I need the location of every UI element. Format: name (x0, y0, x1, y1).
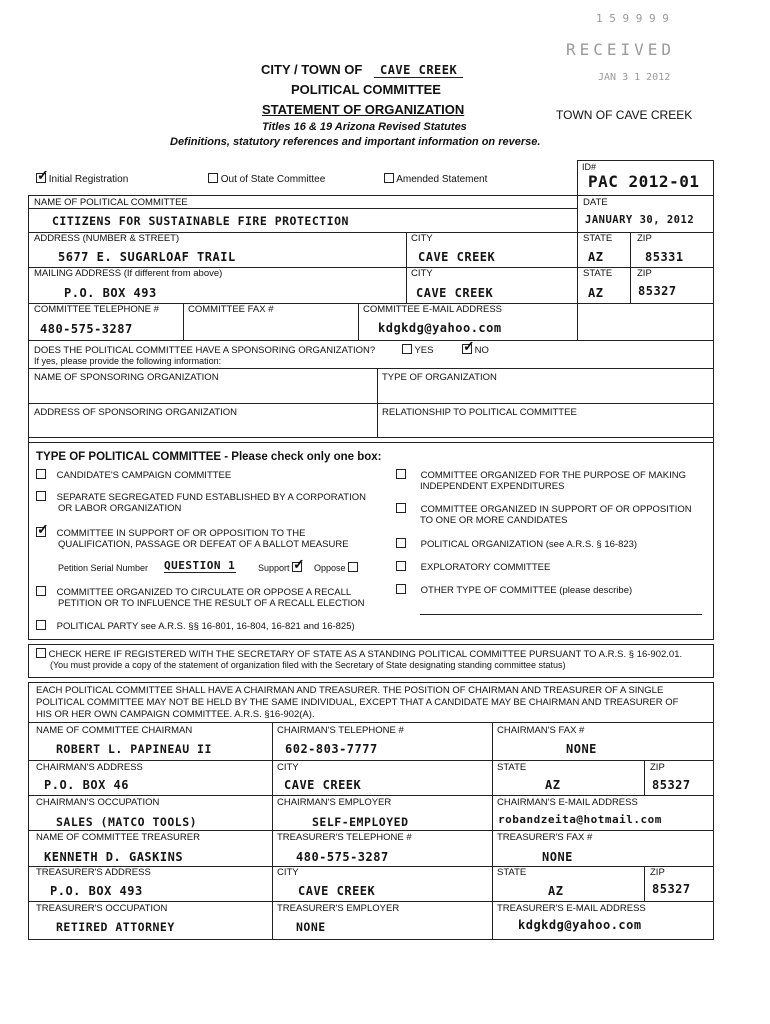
header-line2: POLITICAL COMMITTEE (291, 82, 441, 97)
oppose-checkbox[interactable] (348, 562, 358, 572)
received-stamp: RECEIVED (566, 40, 676, 59)
type-political-party-label: POLITICAL PARTY see A.R.S. §§ 16-801, 16-804, 16-821 and 16-825) (56, 621, 355, 632)
standing-label: CHECK HERE IF REGISTERED WITH THE SECRETARY OF STATE AS A STANDING POLITICAL COMMITTEE PURSUANT TO A.R.S. § 16-902.01. (48, 649, 683, 660)
chairman-address-label: CHAIRMAN'S ADDRESS (36, 762, 143, 773)
treasurer-phone-label: TREASURER'S TELEPHONE # (277, 832, 412, 843)
chairman-fax-value: NONE (566, 742, 597, 756)
type-other-option[interactable] (396, 584, 632, 596)
standing-option[interactable] (36, 648, 682, 660)
standing-checkbox[interactable] (36, 648, 46, 658)
mailing-zip-value: 85327 (638, 284, 677, 298)
notice-line3: HIS OR HER OWN CAMPAIGN COMMITTEE. A.R.S. §16-902(A). (36, 709, 315, 720)
committee-phone-label: COMMITTEE TELEPHONE # (34, 304, 159, 315)
chairman-address-value: P.O. BOX 46 (44, 778, 129, 792)
treasurer-address-label: TREASURER'S ADDRESS (36, 867, 151, 878)
mailing-city-value: CAVE CREEK (416, 286, 494, 300)
support-option[interactable] (258, 562, 302, 573)
amended-statement-checkbox[interactable] (384, 173, 394, 183)
type-segregated-fund-checkbox[interactable] (36, 491, 46, 501)
treasurer-zip-value: 85327 (652, 882, 691, 896)
support-checkbox[interactable] (292, 562, 302, 572)
type-political-party-checkbox[interactable] (36, 620, 46, 630)
chairman-email-label: CHAIRMAN'S E-MAIL ADDRESS (497, 797, 638, 808)
treasurer-employer-label: TREASURER'S EMPLOYER (277, 903, 400, 914)
committee-email-label: COMMITTEE E-MAIL ADDRESS (363, 304, 502, 315)
type-segregated-fund-label-2: OR LABOR ORGANIZATION (58, 503, 182, 514)
chairman-zip-label: ZIP (650, 762, 665, 773)
treasurer-phone-value: 480-575-3287 (296, 850, 389, 864)
mailing-zip-label: ZIP (637, 268, 652, 279)
chairman-occupation-label: CHAIRMAN'S OCCUPATION (36, 797, 160, 808)
type-political-party-option[interactable] (36, 620, 355, 632)
type-candidates-option[interactable] (396, 503, 692, 515)
mailing-address-value: P.O. BOX 493 (64, 286, 157, 300)
mailing-state-label: STATE (583, 268, 613, 279)
mailing-city-label: CITY (411, 268, 433, 279)
address-label: ADDRESS (NUMBER & STREET) (34, 233, 180, 244)
notice-line1: EACH POLITICAL COMMITTEE SHALL HAVE A CHAIRMAN AND TREASURER. THE POSITION OF CHAIRMAN AND TREASURER OF A SINGLE (36, 685, 664, 696)
page-title: STATEMENT OF ORGANIZATION (262, 102, 465, 117)
type-political-org-option[interactable] (396, 538, 637, 550)
committee-email-value: kdgkdg@yahoo.com (378, 321, 502, 335)
treasurer-city-value: CAVE CREEK (298, 884, 376, 898)
chairman-state-value: AZ (545, 778, 561, 792)
notice-line2: POLITICAL COMMITTEE MAY NOT BE HELD BY THE SAME INDIVIDUAL, EXCEPT THAT A CANDIDATE MAY BE CHAIRMAN AND TREASURER OF (36, 697, 679, 708)
chairman-employer-value: SELF-EMPLOYED (312, 815, 409, 829)
type-recall-option[interactable] (36, 586, 351, 598)
type-segregated-fund-option[interactable] (36, 491, 366, 503)
type-independent-exp-option[interactable] (396, 469, 686, 481)
header-city-line (261, 62, 463, 77)
committee-phone-value: 480-575-3287 (40, 322, 133, 336)
type-exploratory-option[interactable] (396, 561, 550, 573)
treasurer-fax-value: NONE (542, 850, 573, 864)
chairman-email-value: robandzeita@hotmail.com (498, 813, 662, 826)
treasurer-email-label: TREASURER'S E-MAIL ADDRESS (497, 903, 646, 914)
chairman-state-label: STATE (497, 762, 527, 773)
chairman-name-value: ROBERT L. PAPINEAU II (56, 742, 212, 756)
chairman-city-value: CAVE CREEK (284, 778, 362, 792)
zip-label: ZIP (637, 233, 652, 244)
initial-registration-label: Initial Registration (48, 174, 129, 185)
date-value: JANUARY 30, 2012 (585, 214, 695, 226)
sponsor-no-label: NO (474, 345, 489, 356)
standing-note: (You must provide a copy of the statement of organization filed with the Secretary of State designating standing committee status) (50, 660, 566, 670)
type-segregated-fund-label: SEPARATE SEGREGATED FUND ESTABLISHED BY A CORPORATION (56, 492, 366, 503)
type-political-org-label: POLITICAL ORGANIZATION (see A.R.S. § 16-823) (420, 539, 638, 550)
type-exploratory-label: EXPLORATORY COMMITTEE (420, 562, 551, 573)
chairman-zip-value: 85327 (652, 778, 691, 792)
type-ballot-measure-label-2: QUALIFICATION, PASSAGE OR DEFEAT OF A BALLOT MEASURE (58, 539, 349, 550)
header-city-prefix: CITY / TOWN OF (261, 62, 363, 77)
treasurer-address-value: P.O. BOX 493 (50, 884, 143, 898)
zip-value: 85331 (645, 250, 684, 264)
type-other-describe-line[interactable] (420, 614, 702, 615)
header-city-name: CAVE CREEK (374, 63, 463, 78)
sponsor-relationship-label: RELATIONSHIP TO POLITICAL COMMITTEE (382, 407, 577, 418)
treasurer-city-label: CITY (277, 867, 299, 878)
treasurer-email-value: kdgkdg@yahoo.com (518, 918, 642, 932)
state-value: AZ (588, 250, 604, 264)
id-label: ID# (582, 162, 597, 172)
treasurer-state-label: STATE (497, 867, 527, 878)
committee-name-value: CITIZENS FOR SUSTAINABLE FIRE PROTECTION (52, 214, 349, 228)
sponsor-yes-checkbox[interactable] (402, 344, 412, 354)
chairman-phone-value: 602-803-7777 (285, 742, 378, 756)
city-label: CITY (411, 233, 433, 244)
stamp-scribble: 1 5 9 9 9 9 (596, 12, 669, 25)
sponsor-note: If yes, please provide the following information: (34, 356, 222, 366)
treasurer-occupation-value: RETIRED ATTORNEY (56, 920, 175, 934)
mailing-address-label: MAILING ADDRESS (If different from above) (34, 268, 223, 279)
type-candidates-label-2: TO ONE OR MORE CANDIDATES (420, 515, 568, 526)
town-label: TOWN OF CAVE CREEK (556, 108, 693, 122)
chairman-occupation-value: SALES (MATCO TOOLS) (56, 815, 198, 829)
type-recall-checkbox[interactable] (36, 586, 46, 596)
id-value: PAC 2012-01 (588, 172, 700, 191)
treasurer-fax-label: TREASURER'S FAX # (497, 832, 593, 843)
header-line5: Definitions, statutory references and important information on reverse. (170, 136, 541, 148)
sponsor-question: DOES THE POLITICAL COMMITTEE HAVE A SPONSORING ORGANIZATION? (34, 345, 376, 356)
type-other-checkbox[interactable] (396, 584, 406, 594)
initial-registration-checkbox[interactable] (36, 173, 46, 183)
state-label: STATE (583, 233, 613, 244)
chairman-phone-label: CHAIRMAN'S TELEPHONE # (277, 725, 404, 736)
type-candidates-checkbox[interactable] (396, 503, 406, 513)
type-exploratory-checkbox[interactable] (396, 561, 406, 571)
sponsor-yes-label: YES (414, 345, 434, 356)
chairman-name-label: NAME OF COMMITTEE CHAIRMAN (36, 725, 193, 736)
oppose-label: Oppose (314, 563, 346, 573)
type-independent-exp-checkbox[interactable] (396, 469, 406, 479)
type-ballot-measure-checkbox[interactable] (36, 527, 46, 537)
chairman-fax-label: CHAIRMAN'S FAX # (497, 725, 585, 736)
sponsor-name-label: NAME OF SPONSORING ORGANIZATION (34, 372, 219, 383)
chairman-employer-label: CHAIRMAN'S EMPLOYER (277, 797, 392, 808)
out-of-state-option[interactable] (208, 173, 325, 185)
initial-registration-option[interactable] (36, 173, 128, 185)
address-value: 5677 E. SUGARLOAF TRAIL (58, 250, 236, 264)
date-label: DATE (583, 197, 608, 208)
treasurer-employer-value: NONE (296, 920, 326, 934)
header-line4: Titles 16 & 19 Arizona Revised Statutes (262, 121, 467, 133)
sponsor-no-option[interactable] (462, 344, 489, 356)
type-independent-exp-label-2: INDEPENDENT EXPENDITURES (420, 481, 565, 492)
support-label: Support (258, 563, 290, 573)
type-ballot-measure-option[interactable] (36, 527, 305, 539)
chairman-city-label: CITY (277, 762, 299, 773)
committee-fax-label: COMMITTEE FAX # (188, 304, 274, 315)
amended-statement-label: Amended Statement (396, 174, 488, 185)
treasurer-state-value: AZ (548, 884, 564, 898)
amended-statement-option[interactable] (384, 173, 487, 185)
out-of-state-checkbox[interactable] (208, 173, 218, 183)
treasurer-name-label: NAME OF COMMITTEE TREASURER (36, 832, 200, 843)
type-candidate-checkbox[interactable] (36, 469, 46, 479)
type-recall-label-2: PETITION OR TO INFLUENCE THE RESULT OF A RECALL ELECTION (58, 598, 365, 609)
petition-serial-label: Petition Serial Number (58, 563, 149, 573)
type-independent-exp-label: COMMITTEE ORGANIZED FOR THE PURPOSE OF MAKING (420, 470, 686, 481)
type-recall-label: COMMITTEE ORGANIZED TO CIRCULATE OR OPPOSE A RECALL (56, 587, 352, 598)
treasurer-zip-label: ZIP (650, 867, 665, 878)
city-value: CAVE CREEK (418, 250, 496, 264)
type-ballot-measure-label: COMMITTEE IN SUPPORT OF OR OPPOSITION TO THE (56, 528, 306, 539)
type-other-label: OTHER TYPE OF COMMITTEE (please describe) (420, 585, 633, 596)
type-candidate-label: CANDIDATE'S CAMPAIGN COMMITTEE (56, 470, 232, 481)
sponsor-address-label: ADDRESS OF SPONSORING ORGANIZATION (34, 407, 238, 418)
type-candidate-option[interactable] (36, 469, 231, 481)
stamp-date: JAN 3 1 2012 (598, 72, 671, 83)
sponsor-yes-option[interactable] (402, 344, 433, 356)
sponsor-type-label: TYPE OF ORGANIZATION (382, 372, 497, 383)
treasurer-name-value: KENNETH D. GASKINS (44, 850, 184, 864)
sponsor-no-checkbox[interactable] (462, 344, 472, 354)
mailing-state-value: AZ (588, 286, 604, 300)
committee-type-title: TYPE OF POLITICAL COMMITTEE - Please check only one box: (36, 451, 382, 463)
committee-name-label: NAME OF POLITICAL COMMITTEE (34, 197, 188, 208)
oppose-option[interactable] (314, 562, 358, 573)
treasurer-occupation-label: TREASURER'S OCCUPATION (36, 903, 168, 914)
type-political-org-checkbox[interactable] (396, 538, 406, 548)
petition-serial-value: QUESTION 1 (164, 559, 236, 572)
out-of-state-label: Out of State Committee (220, 174, 326, 185)
type-candidates-label: COMMITTEE ORGANIZED IN SUPPORT OF OR OPPOSITION (420, 504, 692, 515)
